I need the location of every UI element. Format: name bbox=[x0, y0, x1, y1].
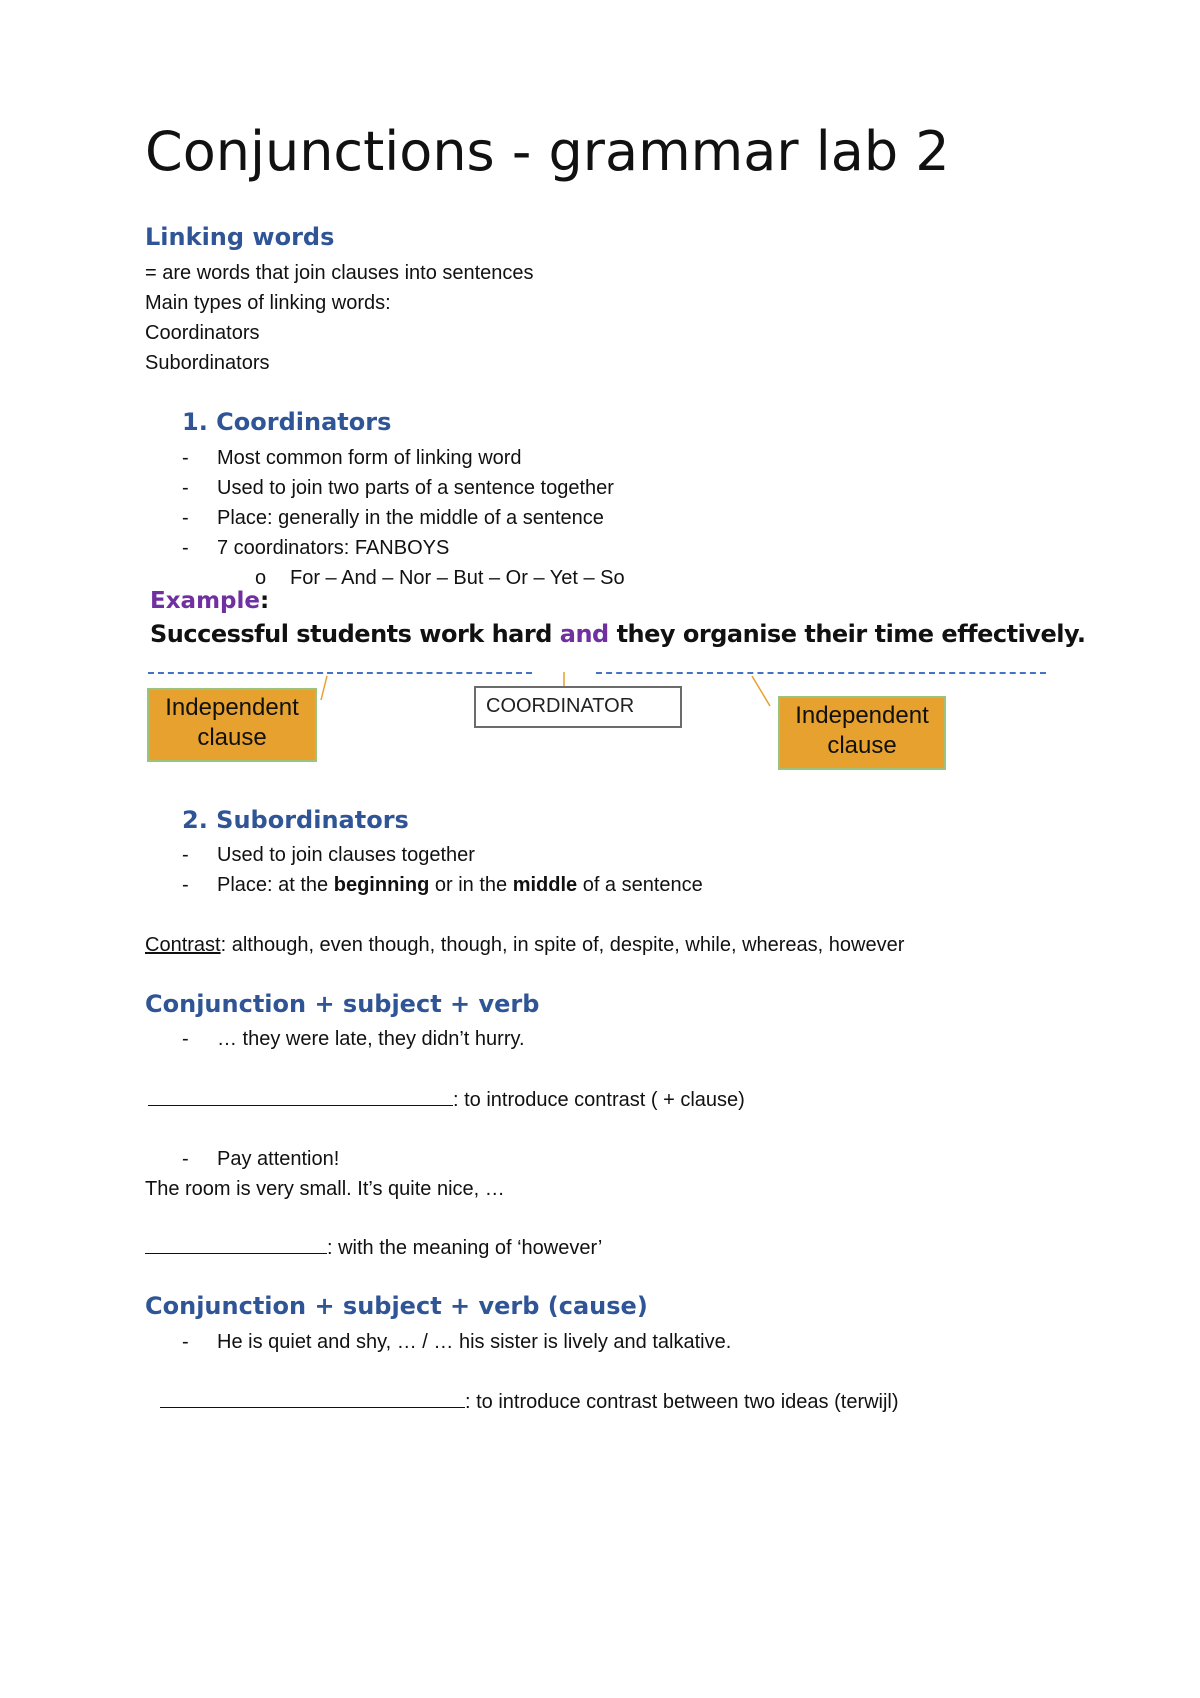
fill-in-line-contrast-clause bbox=[148, 1085, 745, 1115]
callout-independent-clause-left bbox=[147, 688, 317, 762]
dash-marker: - bbox=[182, 537, 189, 559]
dash-marker: - bbox=[182, 507, 189, 529]
callout-coordinator: COORDINATOR bbox=[474, 686, 682, 728]
fill-in-blank[interactable] bbox=[148, 1085, 453, 1106]
bold-word-middle: middle bbox=[512, 874, 578, 896]
bullet-text: Most common form of linking word bbox=[217, 447, 522, 469]
bullet-text: Used to join clauses together bbox=[217, 844, 475, 866]
section-a-bullet-list bbox=[182, 1024, 525, 1054]
subordinators-heading: 2. Subordinators bbox=[182, 806, 409, 834]
fill-in-blank[interactable] bbox=[145, 1233, 327, 1254]
bullet-text: or in the bbox=[429, 874, 513, 896]
callout-line: clause bbox=[197, 724, 267, 751]
coordinators-heading: 1. Coordinators bbox=[182, 408, 392, 436]
callout-line: clause bbox=[827, 732, 897, 759]
contrast-label: Contrast bbox=[145, 934, 221, 956]
fill-in-text: : with the meaning of ‘however’ bbox=[327, 1237, 603, 1259]
fanboys-list: For – And – Nor – But – Or – Yet – So bbox=[290, 567, 625, 589]
callout-line: Independent bbox=[165, 694, 299, 721]
example-conjunction: and bbox=[559, 620, 609, 648]
dash-marker: - bbox=[182, 477, 189, 499]
fill-in-line-however bbox=[145, 1233, 602, 1263]
bullet-text: of a sentence bbox=[577, 874, 703, 896]
example-colon: : bbox=[259, 588, 270, 614]
dash-marker: - bbox=[182, 1331, 189, 1353]
definition-text: = are words that join clauses into sentences bbox=[145, 262, 534, 284]
bullet-text: … they were late, they didn’t hurry. bbox=[217, 1028, 525, 1050]
section-a-bullet-block bbox=[182, 1024, 525, 1054]
linking-words-heading: Linking words bbox=[145, 223, 335, 251]
bold-word-beginning: beginning bbox=[333, 874, 430, 896]
pay-attention-list bbox=[182, 1144, 339, 1174]
list-item bbox=[182, 1144, 339, 1174]
bullet-text: 7 coordinators: FANBOYS bbox=[217, 537, 450, 559]
dash-marker: - bbox=[182, 844, 189, 866]
circle-bullet-marker: o bbox=[255, 567, 267, 589]
list-item bbox=[182, 1024, 525, 1054]
connector-left bbox=[321, 676, 327, 700]
fill-in-blank[interactable] bbox=[160, 1387, 465, 1408]
dash-marker: - bbox=[182, 1148, 189, 1170]
list-item bbox=[182, 870, 703, 900]
contrast-list: : although, even though, though, in spite of, despite, while, whereas, however bbox=[220, 934, 905, 956]
subordinators-bullet-list bbox=[182, 840, 703, 900]
example-room-sentence: The room is very small. It’s quite nice, … bbox=[145, 1178, 505, 1200]
list-item bbox=[182, 840, 703, 870]
page-title: Conjunctions - grammar lab 2 bbox=[145, 120, 950, 183]
section-b-bullet-block bbox=[182, 1327, 731, 1357]
bullet-text: He is quiet and shy, … / … his sister is lively and talkative. bbox=[217, 1331, 732, 1353]
conjunction-subject-verb-cause-heading: Conjunction + subject + verb (cause) bbox=[145, 1292, 648, 1320]
connector-lines bbox=[0, 0, 1200, 800]
subordinators-list-block bbox=[182, 840, 703, 900]
types-intro-text: Main types of linking words: bbox=[145, 292, 391, 314]
section-b-bullet-list bbox=[182, 1327, 731, 1357]
fill-in-line-terwijl bbox=[160, 1387, 899, 1417]
example-part-before: Successful students work hard bbox=[150, 620, 560, 648]
bullet-text: Place: at the bbox=[217, 874, 334, 896]
pay-attention-block bbox=[182, 1144, 339, 1174]
bullet-text: Place: generally in the middle of a sentence bbox=[217, 507, 604, 529]
dash-marker: - bbox=[182, 1028, 189, 1050]
example-word: Example bbox=[150, 588, 260, 614]
conjunction-subject-verb-heading: Conjunction + subject + verb bbox=[145, 990, 540, 1018]
type-subordinators: Subordinators bbox=[145, 352, 270, 374]
callout-line: Independent bbox=[795, 702, 929, 729]
dash-marker: - bbox=[182, 874, 189, 896]
dash-marker: - bbox=[182, 447, 189, 469]
example-part-after: they organise their time effectively. bbox=[608, 620, 1086, 648]
callout-independent-clause-right bbox=[778, 696, 946, 770]
bullet-text: Pay attention! bbox=[217, 1148, 340, 1170]
fill-in-text: : to introduce contrast ( + clause) bbox=[453, 1089, 745, 1111]
fill-in-text: : to introduce contrast between two ideas (terwijl) bbox=[465, 1391, 899, 1413]
list-item bbox=[182, 1327, 731, 1357]
type-coordinators: Coordinators bbox=[145, 322, 260, 344]
bullet-text: Used to join two parts of a sentence together bbox=[217, 477, 614, 499]
connector-right bbox=[752, 676, 770, 706]
contrast-line bbox=[145, 930, 904, 960]
